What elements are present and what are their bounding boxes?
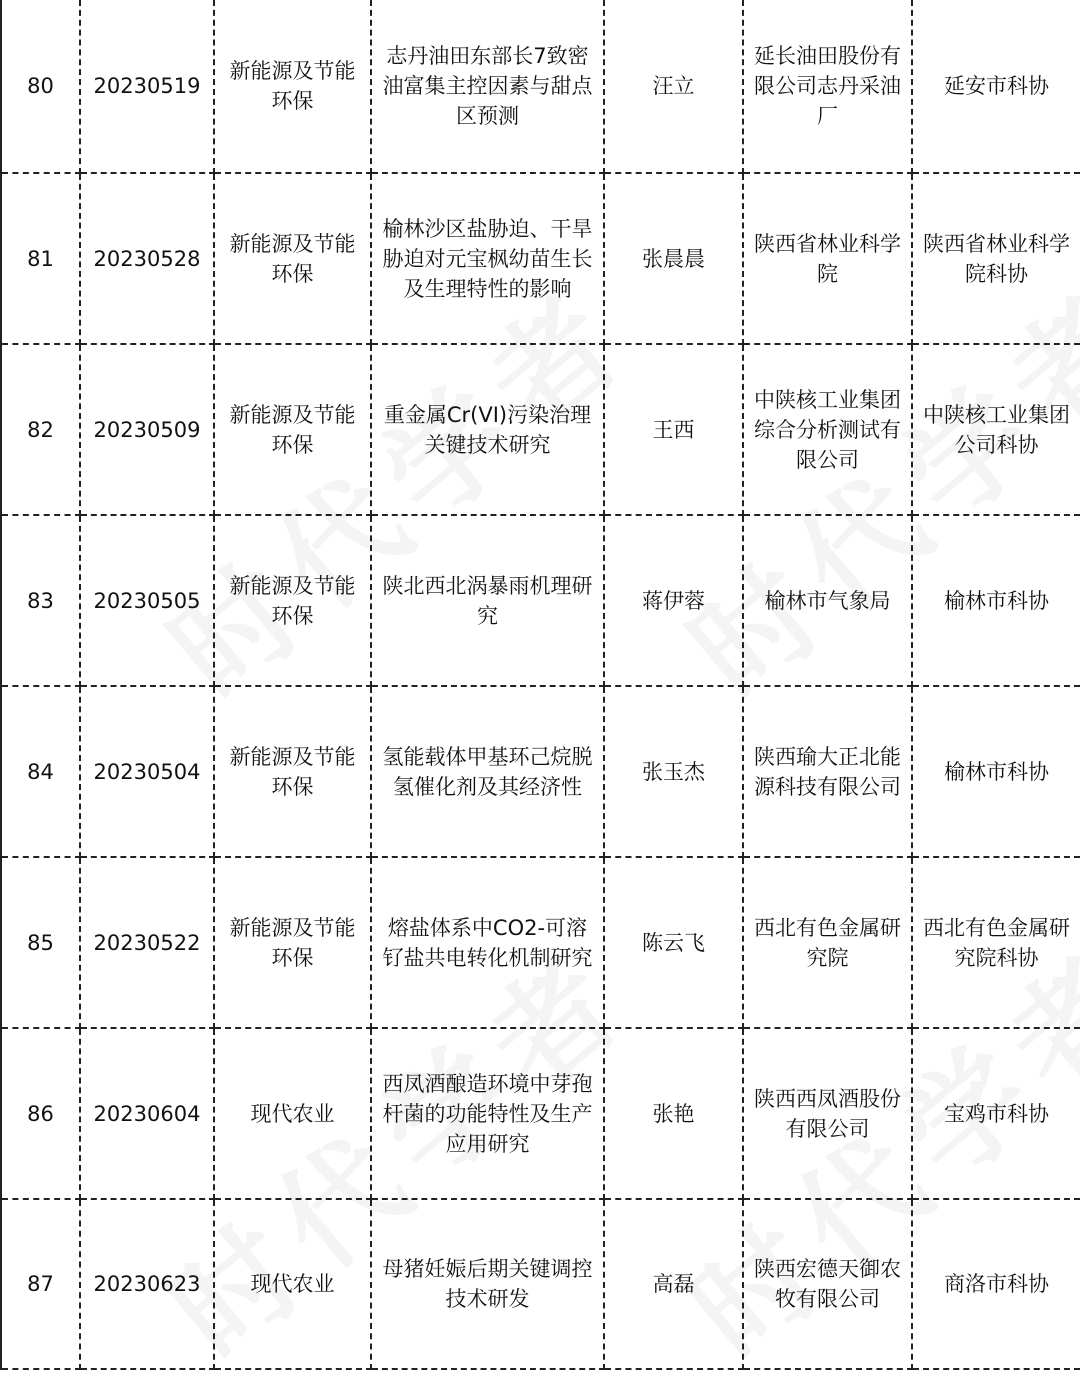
cell-organization: 榆林市气象局 bbox=[743, 515, 912, 686]
cell-number: 84 bbox=[1, 686, 80, 857]
cell-code: 20230504 bbox=[80, 686, 214, 857]
cell-person: 陈云飞 bbox=[604, 857, 743, 1028]
cell-number: 80 bbox=[1, 0, 80, 173]
table-row bbox=[1, 686, 1080, 857]
cell-code: 20230522 bbox=[80, 857, 214, 1028]
table-row bbox=[1, 344, 1080, 515]
cell-title: 榆林沙区盐胁迫、干旱胁迫对元宝枫幼苗生长及生理特性的影响 bbox=[371, 173, 604, 344]
table-row bbox=[1, 0, 1080, 173]
cell-title: 重金属Cr(VI)污染治理关键技术研究 bbox=[371, 344, 604, 515]
cell-number: 81 bbox=[1, 173, 80, 344]
cell-code: 20230604 bbox=[80, 1028, 214, 1199]
cell-number: 87 bbox=[1, 1199, 80, 1369]
cell-recommender: 商洛市科协 bbox=[912, 1199, 1080, 1369]
cell-field: 新能源及节能环保 bbox=[214, 344, 371, 515]
cell-organization: 延长油田股份有限公司志丹采油厂 bbox=[743, 0, 912, 173]
cell-field: 新能源及节能环保 bbox=[214, 173, 371, 344]
cell-field: 现代农业 bbox=[214, 1028, 371, 1199]
cell-recommender: 陕西省林业科学院科协 bbox=[912, 173, 1080, 344]
cell-person: 高磊 bbox=[604, 1199, 743, 1369]
cell-organization: 陕西西凤酒股份有限公司 bbox=[743, 1028, 912, 1199]
cell-person: 张玉杰 bbox=[604, 686, 743, 857]
cell-number: 85 bbox=[1, 857, 80, 1028]
cell-title: 西凤酒酿造环境中芽孢杆菌的功能特性及生产应用研究 bbox=[371, 1028, 604, 1199]
cell-code: 20230528 bbox=[80, 173, 214, 344]
cell-recommender: 延安市科协 bbox=[912, 0, 1080, 173]
cell-recommender: 榆林市科协 bbox=[912, 686, 1080, 857]
cell-recommender: 宝鸡市科协 bbox=[912, 1028, 1080, 1199]
cell-organization: 中陕核工业集团综合分析测试有限公司 bbox=[743, 344, 912, 515]
cell-number: 82 bbox=[1, 344, 80, 515]
cell-title: 氢能载体甲基环己烷脱氢催化剂及其经济性 bbox=[371, 686, 604, 857]
cell-code: 20230509 bbox=[80, 344, 214, 515]
table-body bbox=[1, 0, 1080, 1369]
cell-person: 张晨晨 bbox=[604, 173, 743, 344]
cell-title: 陕北西北涡暴雨机理研究 bbox=[371, 515, 604, 686]
cell-title: 熔盐体系中CO2-可溶钌盐共电转化机制研究 bbox=[371, 857, 604, 1028]
cell-recommender: 西北有色金属研究院科协 bbox=[912, 857, 1080, 1028]
cell-title: 母猪妊娠后期关键调控技术研发 bbox=[371, 1199, 604, 1369]
cell-person: 蒋伊蓉 bbox=[604, 515, 743, 686]
cell-field: 新能源及节能环保 bbox=[214, 515, 371, 686]
cell-field: 新能源及节能环保 bbox=[214, 0, 371, 173]
cell-number: 86 bbox=[1, 1028, 80, 1199]
cell-person: 张艳 bbox=[604, 1028, 743, 1199]
table-row bbox=[1, 173, 1080, 344]
table-row bbox=[1, 1028, 1080, 1199]
cell-number: 83 bbox=[1, 515, 80, 686]
cell-person: 汪立 bbox=[604, 0, 743, 173]
cell-field: 现代农业 bbox=[214, 1199, 371, 1369]
cell-person: 王西 bbox=[604, 344, 743, 515]
cell-code: 20230505 bbox=[80, 515, 214, 686]
table-row bbox=[1, 857, 1080, 1028]
table-row bbox=[1, 1199, 1080, 1369]
cell-organization: 陕西宏德天御农牧有限公司 bbox=[743, 1199, 912, 1369]
cell-code: 20230623 bbox=[80, 1199, 214, 1369]
cell-title: 志丹油田东部长7致密油富集主控因素与甜点区预测 bbox=[371, 0, 604, 173]
cell-code: 20230519 bbox=[80, 0, 214, 173]
cell-organization: 陕西瑜大正北能源科技有限公司 bbox=[743, 686, 912, 857]
cell-field: 新能源及节能环保 bbox=[214, 686, 371, 857]
cell-organization: 西北有色金属研究院 bbox=[743, 857, 912, 1028]
cell-recommender: 中陕核工业集团公司科协 bbox=[912, 344, 1080, 515]
table-row bbox=[1, 515, 1080, 686]
cell-field: 新能源及节能环保 bbox=[214, 857, 371, 1028]
cell-recommender: 榆林市科协 bbox=[912, 515, 1080, 686]
cell-organization: 陕西省林业科学院 bbox=[743, 173, 912, 344]
